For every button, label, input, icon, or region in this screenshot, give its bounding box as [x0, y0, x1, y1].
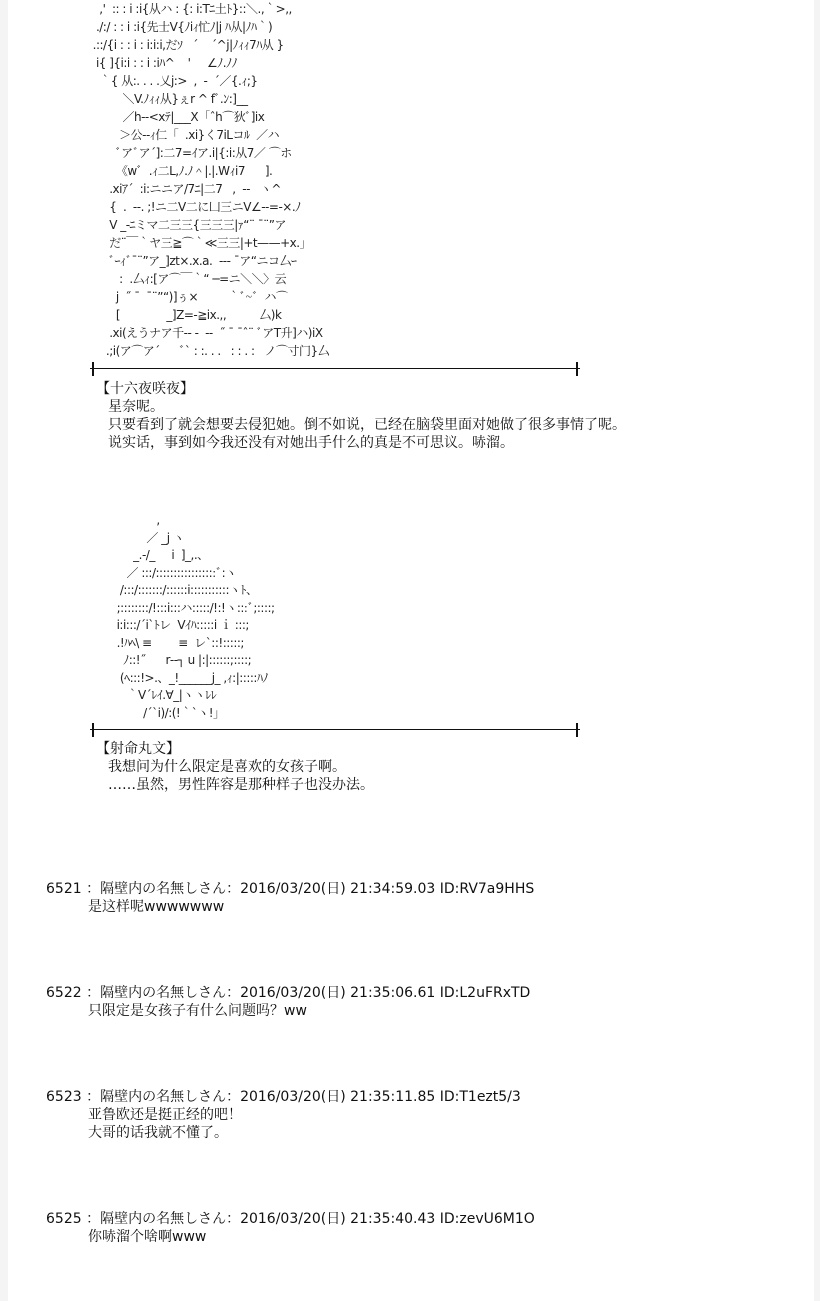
ascii-art-aya: , ／ _j ヽ _.-/_ i ]_,.、 ／ :::/:::::::::::::::::ﾞ:ヽ /:::/:::::::/::::::i:::::::::::ヽﾄ、 ;::::::::/!:::i:::ハ:::::/!:!ヽ:::ﾞ;::::; i:i:::/´i`ﾄレ Vｲﾊ:::::i ｉ :::; .!ﾊﾍ\ ≡ ≡ レ`::!:::::; ﾉ::!˝ r‐‐┐ u |:|::::::;::::; (ﾍ:::!>.、_!______j_ ,ｨ:|:::::ﾊﾉ ｀V´ﾚｲ.∀_|ヽヽﾚﾚ /´`i)/:(!｀`ヽ!」 [116, 513, 275, 720]
dialogue-line: 只要看到了就会想要去侵犯她。倒不如说，已经在脑袋里面对她做了很多事情了呢。 [108, 417, 626, 433]
dialogue-block [96, 740, 374, 794]
page-edge-right [814, 0, 820, 1301]
divider-tick-left [92, 723, 94, 737]
forum-post [46, 880, 534, 916]
dialogue-line: 星奈呢。 [108, 399, 164, 415]
scene-divider [90, 723, 580, 737]
divider-line [90, 368, 580, 369]
divider-tick-right [576, 723, 578, 737]
dialogue-line: ……虽然，男性阵容是那种样子也没办法。 [108, 777, 374, 793]
dialogue-line: 我想问为什么限定是喜欢的女孩子啊。 [108, 759, 346, 775]
ascii-art-sakuya: ,' :: : i :i{从ハ : {: i:Tﾆ土ﾄ}::＼.,｀>,, ./:/ : : i :i{先士V{ﾉiｨ忙ﾉ|j ﾊ从|ﾉﾊ｀) .::/{i : : i : i:i:i,だｿ ´ ´^j|ﾉｨｨ7ﾊ从 } i{ ]{i:i : : i :iﾊ^ ' ∠ﾉ.ﾉﾉ ｀{ 从:. . . .乂j:> , - ´／{.ｨ;} ＼V.ﾉｨｨ从}ぇr ^ fﾞ.ﾝ:]__ ／h--<xﾃ|___X「ˆh⌒狄ﾞ]ix ＞公--ｨ仁「 .xi}く7iLコﾙ ／ハ ﾞアﾞア´]:二7=ｲア.i|{:i:从7／ ⌒ホ 《wﾞ .ｨ二L,ﾉ.ﾉ＾|.|.Wｨi7 ]. .xiｱ´ :i:ニニア/7ﾆ|二7 , -- ヽ^ { . --. ;!ニ二V二に凵三ニV∠--=-×.ﾉ V _-ﾆミマ二三三{三三三|ｧ“¨ ¯¨”ア だ¨￣｀ヤ三≧⌒｀≪三三|+t——+x.」 ﾞｰｨﾞ¯¨”ア_]zt×.x.a. --- ¯ア“ニコ厶ｰ : .厶ｨ:[ア⌒￣｀“ ─=ニ＼＼〉云 j ˝ ¯ ¯¨”“)]ぅ× ｀ﾞ~ﾞ ハ⌒ [ _]Z=-≧ix.,, 厶)k .xi(えうナア千-- - -- ˝ ¯ ¯ˆ¨ ﾞアT升]ハ)iX .;i(ア⌒ア´ ﾞ` : :. . . : : . : ノ⌒寸门}厶 [92, 2, 330, 358]
speaker-name: 【射命丸文】 [96, 741, 180, 757]
post-body-line: 你哧溜个啥啊www [88, 1229, 207, 1245]
post-header: 6522 ：隔壁内の名無しさん：2016/03/20(日) 21:35:06.61 ID:L2uFRxTD [46, 985, 531, 1001]
post-body-line: 只限定是女孩子有什么问题吗？ww [88, 1003, 307, 1019]
forum-post [46, 984, 530, 1020]
forum-post [46, 1088, 521, 1142]
speaker-name: 【十六夜咲夜】 [96, 381, 194, 397]
divider-tick-left [92, 362, 94, 376]
divider-tick-right [576, 362, 578, 376]
page-edge-left [0, 0, 8, 1301]
post-body-line: 大哥的话我就不懂了。 [88, 1125, 228, 1141]
scene-divider [90, 362, 580, 376]
dialogue-block [96, 380, 626, 452]
post-body-line: 亚鲁欧还是挺正经的吧！ [88, 1107, 242, 1123]
forum-post [46, 1210, 535, 1246]
post-header: 6521 ：隔壁内の名無しさん：2016/03/20(日) 21:34:59.03 ID:RV7a9HHS [46, 881, 535, 897]
post-body-line: 是这样呢wwwwwww [88, 899, 225, 915]
divider-line [90, 729, 580, 730]
post-header: 6525 ：隔壁内の名無しさん：2016/03/20(日) 21:35:40.43 ID:zevU6M1O [46, 1211, 535, 1227]
dialogue-line: 说实话，事到如今我还没有对她出手什么的真是不可思议。哧溜。 [108, 435, 514, 451]
post-header: 6523 ：隔壁内の名無しさん：2016/03/20(日) 21:35:11.85 ID:T1ezt5/3 [46, 1089, 521, 1105]
